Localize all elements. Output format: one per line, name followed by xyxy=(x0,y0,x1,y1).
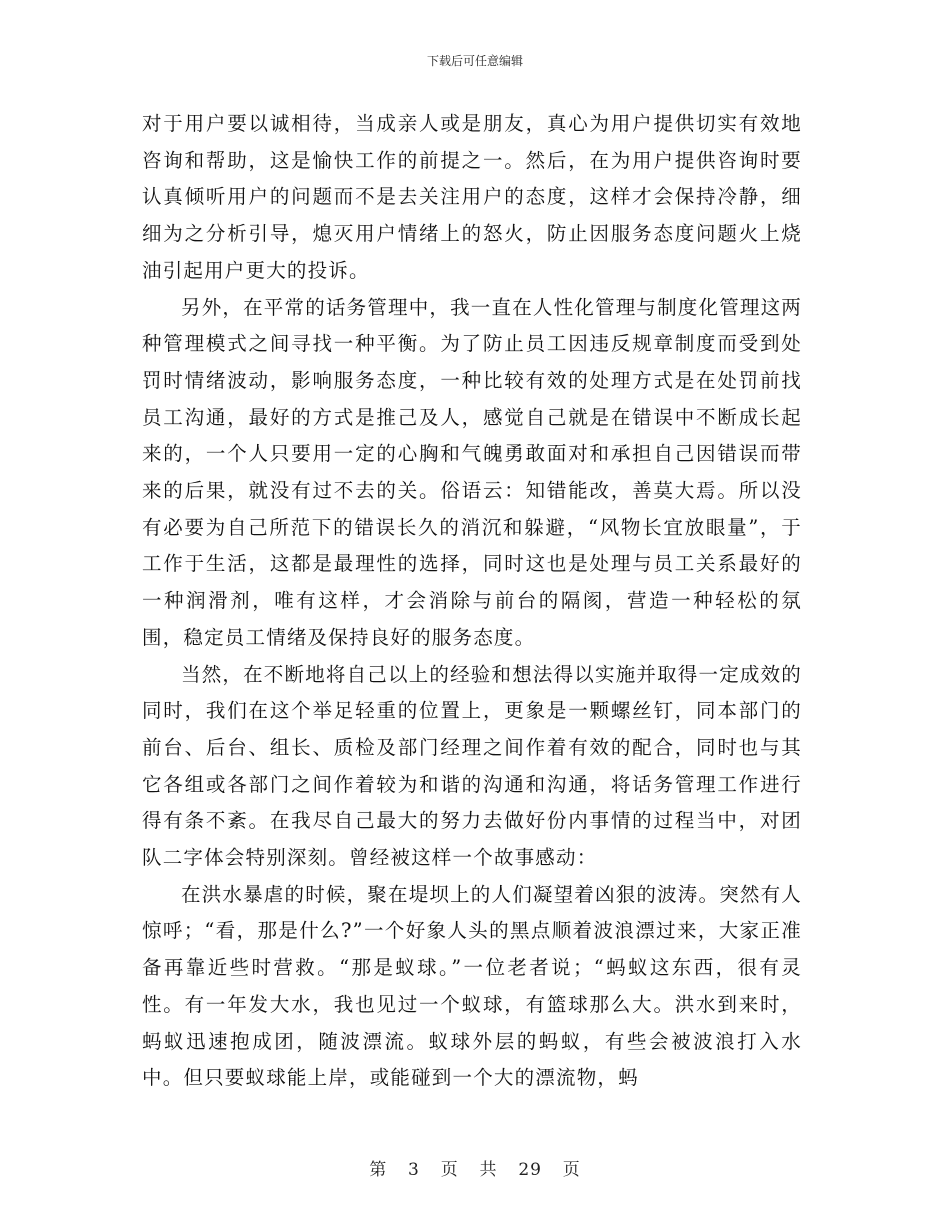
footer-current-page: 3 xyxy=(408,1160,420,1180)
header-note: 下载后可任意编辑 xyxy=(426,54,523,68)
footer-label-ye-end: 页 xyxy=(562,1160,581,1180)
paragraph-4: 在洪水暴虐的时候，聚在堤坝上的人们凝望着凶狠的波涛。突然有人惊呼；“看，那是什么?”一个好象人头的黑点顺着波浪漂过来，大家正准备再靠近些时营救。“那是蚁球。”一位老者说；“蚂蚁这东西，很有灵性。有一年发大水，我也见过一个蚁球，有篮球那么大。洪水到来时，蚂蚁迅速抱成团，随波漂流。蚁球外层的蚂蚁，有些会被波浪打入水中。但只要蚁球能上岸，或能碰到一个大的漂流物，蚂 xyxy=(142,882,803,1090)
page-footer xyxy=(0,1155,950,1180)
paragraph-3: 当然，在不断地将自己以上的经验和想法得以实施并取得一定成效的同时，我们在这个举足轻重的位置上，更象是一颗螺丝钉，同本部门的前台、后台、组长、质检及部门经理之间作着有效的配合，同时也与其它各组或各部门之间作着较为和谐的沟通和沟通，将话务管理工作进行得有条不紊。在我尽自己最大的努力去做好份内事情的过程当中，对团队二字体会特别深刻。曾经被这样一个故事感动： xyxy=(142,662,803,870)
paragraph-2: 另外，在平常的话务管理中，我一直在人性化管理与制度化管理这两种管理模式之间寻找一种平衡。为了防止员工因违反规章制度而受到处罚时情绪波动，影响服务态度，一种比较有效的处理方式是在处罚前找员工沟通，最好的方式是推己及人，感觉自己就是在错误中不断成长起来的，一个人只要用一定的心胸和气魄勇敢面对和承担自己因错误而带来的后果，就没有过不去的关。俗语云：知错能改，善莫大焉。所以没有必要为自己所范下的错误长久的消沉和躲避，“风物长宜放眼量”，于工作于生活，这都是最理性的选择，同时这也是处理与员工关系最好的一种润滑剂，唯有这样，才会消除与前台的隔阂，营造一种轻松的氛围，稳定员工情绪及保持良好的服务态度。 xyxy=(142,295,803,649)
footer-label-di: 第 xyxy=(369,1160,388,1180)
document-body xyxy=(142,106,802,1097)
footer-label-ye: 页 xyxy=(440,1160,459,1180)
footer-total-pages: 29 xyxy=(518,1160,542,1180)
footer-label-gong: 共 xyxy=(479,1160,498,1180)
paragraph-1: 对于用户要以诚相待，当成亲人或是朋友，真心为用户提供切实有效地咨询和帮助，这是愉快工作的前提之一。然后，在为用户提供咨询时要认真倾听用户的问题而不是去关注用户的态度，这样才会保持冷静，细细为之分析引导，熄灭用户情绪上的怒火，防止因服务态度问题火上烧油引起用户更大的投诉。 xyxy=(142,112,802,282)
